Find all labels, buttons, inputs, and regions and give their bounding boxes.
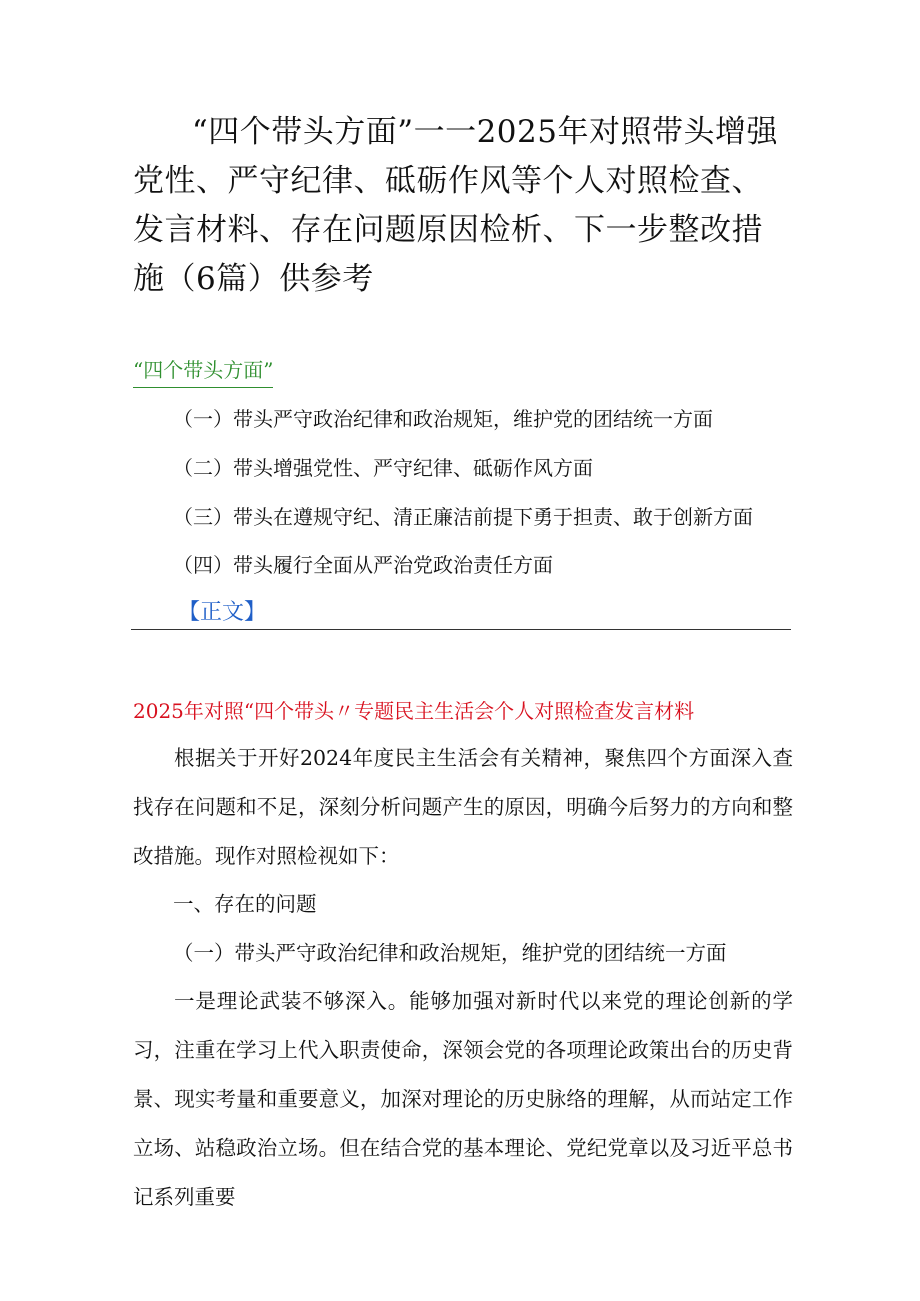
toc-item-4: （四）带头履行全面从严治党政治责任方面 bbox=[173, 553, 553, 577]
toc-item-3: （三）带头在遵规守纪、清正廉洁前提下勇于担责、敢于创新方面 bbox=[173, 505, 753, 529]
section-divider bbox=[131, 629, 791, 630]
main-text-label: 【正文】 bbox=[178, 600, 267, 625]
body-paragraph: 一是理论武装不够深入。能够加强对新时代以来党的理论创新的学习，注重在学习上代入职责使命，深领会党的各项理论政策出台的历史背景、现实考量和重要意义，加深对理论的历史脉络的理解，从而站定工作立场、站稳政治立场。但在结合党的基本理论、党纪党章以及习近平总书记系列重要 bbox=[133, 989, 793, 1209]
document-title: “四个带头方面”一一2025年对照带头增强党性、严守纪律、砥砺作风等个人对照检查、发言材料、存在问题原因检析、下一步整改措施（6篇）供参考 bbox=[133, 114, 778, 297]
section-heading: 一、存在的问题 bbox=[173, 892, 317, 916]
subsection-heading: （一）带头严守政治纪律和政治规矩，维护党的团结统一方面 bbox=[173, 941, 727, 965]
intro-paragraph: 根据关于开好2024年度民主生活会有关精神，聚焦四个方面深入查找存在问题和不足，深刻分析问题产生的原因，明确今后努力的方向和整改措施。现作对照检视如下： bbox=[133, 746, 793, 868]
toc-item-1: （一）带头严守政治纪律和政治规矩，维护党的团结统一方面 bbox=[173, 407, 713, 431]
toc-heading-link[interactable]: “四个带头方面” bbox=[133, 356, 273, 388]
toc-item-2: （二）带头增强党性、严守纪律、砥砺作风方面 bbox=[173, 456, 593, 480]
article-title: 2025年对照“四个带头〃专题民主生活会个人对照检查发言材料 bbox=[133, 699, 695, 723]
